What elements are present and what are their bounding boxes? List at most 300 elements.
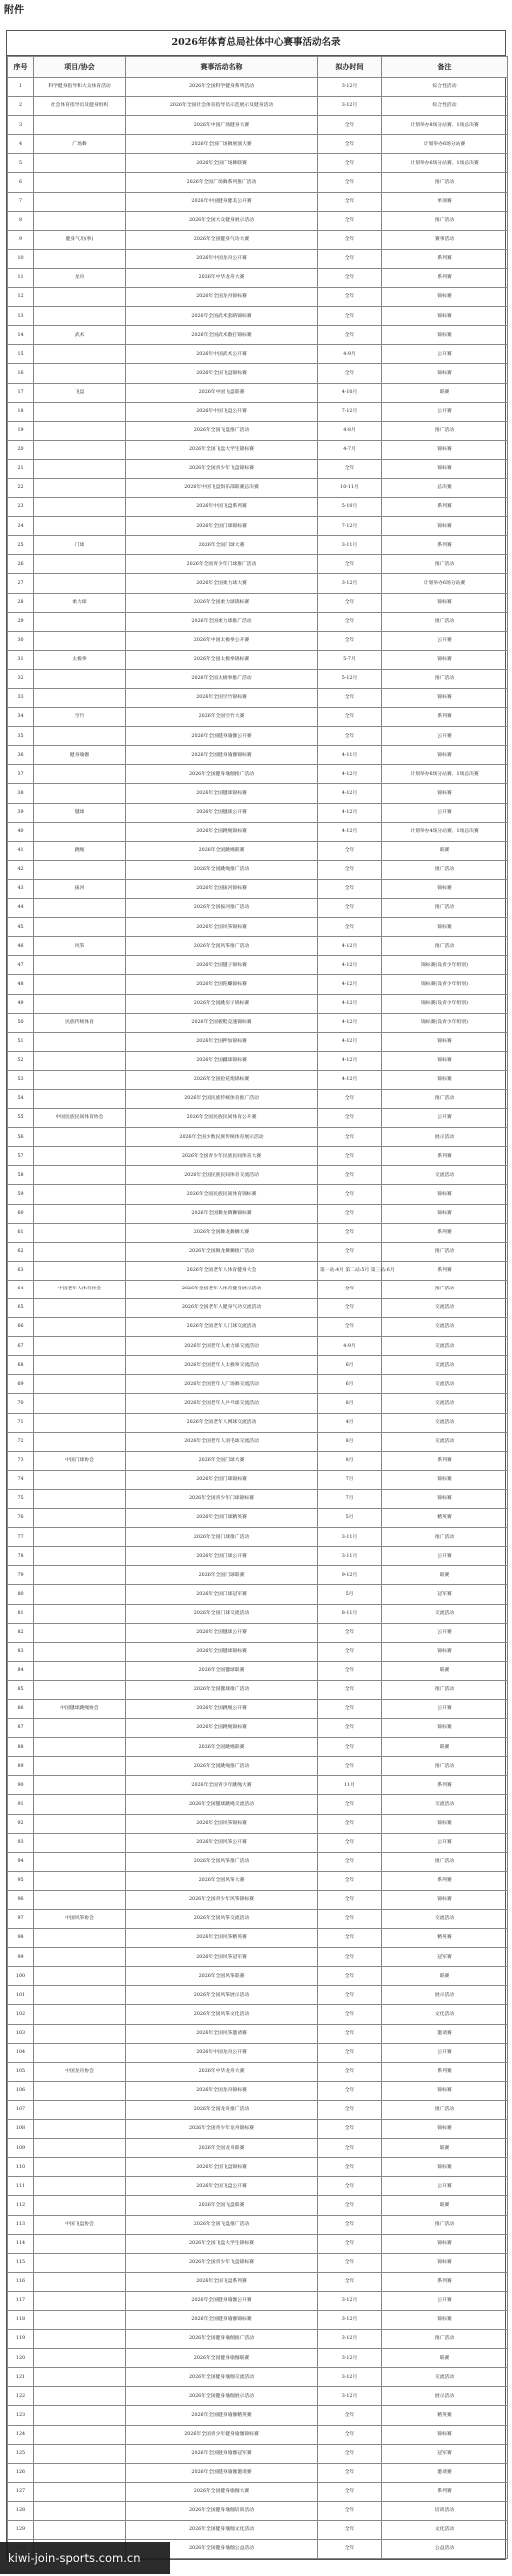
row-project bbox=[34, 1318, 126, 1337]
row-project bbox=[34, 2425, 126, 2444]
row-number: 63 bbox=[8, 1261, 34, 1280]
table-row bbox=[8, 2310, 508, 2329]
row-project bbox=[34, 1299, 126, 1318]
row-time: 4-12月 bbox=[318, 822, 382, 841]
row-number: 84 bbox=[8, 1661, 34, 1680]
table-row bbox=[8, 803, 508, 822]
row-event: 2026年全国飞盘联赛 bbox=[126, 2196, 318, 2215]
row-number: 48 bbox=[8, 975, 34, 994]
row-event: 2026年全国健身瑜伽公益活动 bbox=[126, 2540, 318, 2559]
row-project bbox=[34, 860, 126, 879]
row-number: 45 bbox=[8, 918, 34, 937]
header-note: 备注 bbox=[382, 57, 508, 78]
row-project bbox=[34, 2482, 126, 2501]
table-row bbox=[8, 841, 508, 860]
row-project: 跳绳 bbox=[34, 841, 126, 860]
row-number: 100 bbox=[8, 1967, 34, 1986]
row-number: 94 bbox=[8, 1852, 34, 1871]
row-note: 交流活动 bbox=[382, 1432, 508, 1451]
row-project bbox=[34, 2349, 126, 2368]
row-project bbox=[34, 1986, 126, 2005]
row-event: 2026年全国跳绳锦标赛 bbox=[126, 822, 318, 841]
row-event: 2026年全国飞盘大学生锦标赛 bbox=[126, 440, 318, 459]
table-row bbox=[8, 727, 508, 746]
table-row bbox=[8, 2330, 508, 2349]
row-event: 2026年中国龙舟公开赛 bbox=[126, 2043, 318, 2062]
row-note: 推广活动 bbox=[382, 612, 508, 631]
row-time: 全年 bbox=[318, 154, 382, 173]
row-number: 29 bbox=[8, 612, 34, 631]
row-time: 5-7月 bbox=[318, 650, 382, 669]
row-note: 锦标赛 bbox=[382, 307, 508, 326]
row-project: 空竹 bbox=[34, 708, 126, 727]
row-number: 39 bbox=[8, 803, 34, 822]
row-event: 2026年全国青少年健身瑜伽锦标赛 bbox=[126, 2425, 318, 2444]
row-number: 97 bbox=[8, 1910, 34, 1929]
row-note: 锦标赛(设青少年组别) bbox=[382, 975, 508, 994]
row-event: 2026年全国健身瑜伽联赛 bbox=[126, 2349, 318, 2368]
row-number: 23 bbox=[8, 498, 34, 517]
row-number: 41 bbox=[8, 841, 34, 860]
row-number: 24 bbox=[8, 517, 34, 536]
row-note: 锦标赛(设青少年组别) bbox=[382, 994, 508, 1013]
row-number: 33 bbox=[8, 689, 34, 708]
row-time: 全年 bbox=[318, 2482, 382, 2501]
row-number: 25 bbox=[8, 536, 34, 555]
row-number: 40 bbox=[8, 822, 34, 841]
row-project: 太极拳 bbox=[34, 650, 126, 669]
table-row bbox=[8, 517, 508, 536]
row-project bbox=[34, 1776, 126, 1795]
row-project bbox=[34, 1089, 126, 1108]
row-time: 3-11月 bbox=[318, 1547, 382, 1566]
row-number: 99 bbox=[8, 1948, 34, 1967]
row-note: 锦标赛 bbox=[382, 918, 508, 937]
row-time: 全年 bbox=[318, 1242, 382, 1261]
row-time: 全年 bbox=[318, 326, 382, 345]
row-number: 75 bbox=[8, 1489, 34, 1508]
table-row bbox=[8, 2463, 508, 2482]
header-project: 项目/协会 bbox=[34, 57, 126, 78]
row-project bbox=[34, 1623, 126, 1642]
row-note: 锦标赛 bbox=[382, 1204, 508, 1223]
row-time: 全年 bbox=[318, 249, 382, 268]
table-row bbox=[8, 1776, 508, 1795]
row-time: 全年 bbox=[318, 1128, 382, 1147]
row-project bbox=[34, 899, 126, 918]
row-project: 健身瑜伽 bbox=[34, 746, 126, 765]
row-project: 门球 bbox=[34, 536, 126, 555]
row-number: 129 bbox=[8, 2521, 34, 2540]
row-number: 80 bbox=[8, 1585, 34, 1604]
row-note: 锦标赛 bbox=[382, 288, 508, 307]
row-number: 112 bbox=[8, 2196, 34, 2215]
row-project bbox=[34, 1413, 126, 1432]
row-event: 2026年全国飞盘公开赛 bbox=[126, 2177, 318, 2196]
row-time: 全年 bbox=[318, 268, 382, 287]
row-project bbox=[34, 1185, 126, 1204]
row-time: 全年 bbox=[318, 1661, 382, 1680]
row-project bbox=[34, 2310, 126, 2329]
row-time: 全年 bbox=[318, 364, 382, 383]
row-event: 2026年全国风筝大赛 bbox=[126, 1871, 318, 1890]
row-project bbox=[34, 1489, 126, 1508]
row-event: 2026年中国龙舟公开赛 bbox=[126, 249, 318, 268]
table-row bbox=[8, 1699, 508, 1718]
row-project bbox=[34, 765, 126, 784]
row-project bbox=[34, 2177, 126, 2196]
row-event: 2026年全国飞盘推广活动 bbox=[126, 421, 318, 440]
row-event: 2026年全国健身瑜伽邀请赛 bbox=[126, 2463, 318, 2482]
row-number: 106 bbox=[8, 2081, 34, 2100]
row-time: 全年 bbox=[318, 1680, 382, 1699]
row-note: 锦标赛 bbox=[382, 784, 508, 803]
row-time: 全年 bbox=[318, 1223, 382, 1242]
row-number: 114 bbox=[8, 2234, 34, 2253]
table-row bbox=[8, 1242, 508, 1261]
row-project bbox=[34, 1509, 126, 1528]
table-row bbox=[8, 230, 508, 249]
table-row bbox=[8, 2521, 508, 2540]
row-project bbox=[34, 612, 126, 631]
row-number: 67 bbox=[8, 1337, 34, 1356]
row-event: 2026年全国风筝推广活动 bbox=[126, 937, 318, 956]
row-project: 民族传统体育 bbox=[34, 1013, 126, 1032]
row-note: 精英赛 bbox=[382, 1929, 508, 1948]
row-note: 交流活动 bbox=[382, 1318, 508, 1337]
document-sheet bbox=[6, 30, 506, 2560]
row-time: 8月 bbox=[318, 1451, 382, 1470]
row-event: 2026年全国柔力球大赛 bbox=[126, 574, 318, 593]
row-project bbox=[34, 689, 126, 708]
row-time: 全年 bbox=[318, 2501, 382, 2520]
row-project bbox=[34, 2368, 126, 2387]
row-project bbox=[34, 2406, 126, 2425]
table-row bbox=[8, 326, 508, 345]
row-note: 公开赛 bbox=[382, 402, 508, 421]
row-project bbox=[34, 2501, 126, 2520]
table-row bbox=[8, 478, 508, 497]
row-number: 93 bbox=[8, 1833, 34, 1852]
row-time: 全年 bbox=[318, 1890, 382, 1909]
row-number: 103 bbox=[8, 2024, 34, 2043]
row-event: 2026年全国门球大赛 bbox=[126, 1451, 318, 1470]
row-time: 全年 bbox=[318, 727, 382, 746]
row-note: 公益活动 bbox=[382, 2540, 508, 2559]
row-event: 2026年全国舞龙舞狮大赛 bbox=[126, 1223, 318, 1242]
row-project bbox=[34, 1223, 126, 1242]
row-number: 59 bbox=[8, 1185, 34, 1204]
row-event: 2026年全国青少年飞盘锦标赛 bbox=[126, 459, 318, 478]
table-row bbox=[8, 1051, 508, 1070]
table-row bbox=[8, 2272, 508, 2291]
table-row bbox=[8, 1738, 508, 1757]
table-row bbox=[8, 1986, 508, 2005]
row-number: 104 bbox=[8, 2043, 34, 2062]
row-number: 43 bbox=[8, 879, 34, 898]
row-note: 推广活动 bbox=[382, 421, 508, 440]
row-number: 9 bbox=[8, 230, 34, 249]
row-note: 交流活动 bbox=[382, 1604, 508, 1623]
row-project: 中国门球协会 bbox=[34, 1451, 126, 1470]
row-number: 20 bbox=[8, 440, 34, 459]
row-number: 47 bbox=[8, 956, 34, 975]
row-note: 计划举办8场分站赛、1场总决赛 bbox=[382, 116, 508, 135]
row-project bbox=[34, 288, 126, 307]
row-event: 2026年全国门球交流活动 bbox=[126, 1604, 318, 1623]
row-time: 全年 bbox=[318, 2406, 382, 2425]
row-note: 锦标赛 bbox=[382, 364, 508, 383]
row-project bbox=[34, 2387, 126, 2406]
row-number: 10 bbox=[8, 249, 34, 268]
row-event: 2026年全国门球推广活动 bbox=[126, 1528, 318, 1547]
row-note: 公开赛 bbox=[382, 727, 508, 746]
row-time: 3-12月 bbox=[318, 97, 382, 116]
row-project bbox=[34, 975, 126, 994]
row-time: 全年 bbox=[318, 2100, 382, 2119]
row-number: 121 bbox=[8, 2368, 34, 2387]
table-row bbox=[8, 1280, 508, 1298]
row-note: 邀请赛 bbox=[382, 2024, 508, 2043]
row-number: 38 bbox=[8, 784, 34, 803]
table-row bbox=[8, 1223, 508, 1242]
table-row bbox=[8, 2100, 508, 2119]
row-note: 锦标赛 bbox=[382, 2081, 508, 2100]
row-event: 2026年全国跳绳联赛 bbox=[126, 1738, 318, 1757]
row-note: 锦标赛 bbox=[382, 440, 508, 459]
row-note: 推广活动 bbox=[382, 211, 508, 230]
row-number: 118 bbox=[8, 2310, 34, 2329]
table-row bbox=[8, 2139, 508, 2158]
row-number: 71 bbox=[8, 1413, 34, 1432]
row-time: 4-12月 bbox=[318, 1032, 382, 1051]
row-event: 2026年中华龙舟大赛 bbox=[126, 268, 318, 287]
table-row bbox=[8, 708, 508, 727]
row-time: 全年 bbox=[318, 116, 382, 135]
row-number: 37 bbox=[8, 765, 34, 784]
row-number: 89 bbox=[8, 1757, 34, 1776]
row-note: 锦标赛 bbox=[382, 2425, 508, 2444]
header-time: 拟办时间 bbox=[318, 57, 382, 78]
table-row bbox=[8, 1528, 508, 1547]
row-number: 95 bbox=[8, 1871, 34, 1890]
row-note: 锦标赛 bbox=[382, 593, 508, 612]
row-number: 81 bbox=[8, 1604, 34, 1623]
row-note: 交流活动 bbox=[382, 1356, 508, 1375]
row-note: 文化活动 bbox=[382, 2005, 508, 2024]
row-time: 全年 bbox=[318, 459, 382, 478]
row-time: 4-11月 bbox=[318, 746, 382, 765]
row-time: 7月 bbox=[318, 1470, 382, 1489]
row-event: 2026年中国广场健身大赛 bbox=[126, 116, 318, 135]
table-body bbox=[8, 78, 508, 2559]
row-number: 50 bbox=[8, 1013, 34, 1032]
row-time: 8月 bbox=[318, 1394, 382, 1413]
row-time: 5月 bbox=[318, 1585, 382, 1604]
row-note: 系列赛 bbox=[382, 1776, 508, 1795]
row-event: 2026年全国风筝精英赛 bbox=[126, 1929, 318, 1948]
row-event: 2026年全国风筝联赛 bbox=[126, 1967, 318, 1986]
row-note: 锦标赛 bbox=[382, 1719, 508, 1738]
row-project bbox=[34, 2081, 126, 2100]
row-project bbox=[34, 1814, 126, 1833]
table-row bbox=[8, 1337, 508, 1356]
row-note: 锦标赛 bbox=[382, 746, 508, 765]
table-row bbox=[8, 2349, 508, 2368]
row-time: 全年 bbox=[318, 1967, 382, 1986]
row-event: 2026年全国健身瑜伽公开赛 bbox=[126, 2291, 318, 2310]
row-event: 2026年全国民族民间体育锦标赛 bbox=[126, 1185, 318, 1204]
table-row bbox=[8, 860, 508, 879]
row-note: 计划举办4场分站赛、1场总决赛 bbox=[382, 822, 508, 841]
row-note: 推广活动 bbox=[382, 1280, 508, 1298]
row-event: 2026年全国风筝冠军赛 bbox=[126, 1948, 318, 1967]
row-time: 全年 bbox=[318, 1929, 382, 1948]
row-project bbox=[34, 517, 126, 536]
row-note: 公开赛 bbox=[382, 1623, 508, 1642]
row-time: 4-12月 bbox=[318, 784, 382, 803]
row-project: 风筝 bbox=[34, 937, 126, 956]
row-note: 交流活动 bbox=[382, 1337, 508, 1356]
row-event: 2026年全国柔力球推广活动 bbox=[126, 612, 318, 631]
row-event: 2026年全国青少年龙舟锦标赛 bbox=[126, 2120, 318, 2139]
table-row bbox=[8, 1318, 508, 1337]
row-note: 锦标赛 bbox=[382, 879, 508, 898]
row-note: 推广活动 bbox=[382, 555, 508, 574]
row-project: 飞盘 bbox=[34, 383, 126, 402]
row-event: 2026年全国拔河锦标赛 bbox=[126, 879, 318, 898]
row-number: 90 bbox=[8, 1776, 34, 1795]
row-number: 109 bbox=[8, 2139, 34, 2158]
row-event: 2026年全国门球联赛 bbox=[126, 1566, 318, 1585]
header-no: 序号 bbox=[8, 57, 34, 78]
row-number: 51 bbox=[8, 1032, 34, 1051]
row-time: 全年 bbox=[318, 1986, 382, 2005]
row-note: 系列赛 bbox=[382, 1871, 508, 1890]
row-number: 127 bbox=[8, 2482, 34, 2501]
row-number: 76 bbox=[8, 1509, 34, 1528]
row-event: 2026年全国龙舟锦标赛 bbox=[126, 2081, 318, 2100]
row-event: 2026年全国风筝展示活动 bbox=[126, 1986, 318, 2005]
row-note: 综合性活动 bbox=[382, 97, 508, 116]
row-note: 锦标赛 bbox=[382, 517, 508, 536]
row-event: 2026年全国健身瑜伽公开赛 bbox=[126, 727, 318, 746]
row-project bbox=[34, 2139, 126, 2158]
row-number: 96 bbox=[8, 1890, 34, 1909]
row-number: 79 bbox=[8, 1566, 34, 1585]
row-event: 2026年全国健身瑜伽文化活动 bbox=[126, 2521, 318, 2540]
row-time: 全年 bbox=[318, 1738, 382, 1757]
row-project bbox=[34, 1051, 126, 1070]
row-time: 全年 bbox=[318, 2272, 382, 2291]
row-event: 2026年全国拔河推广活动 bbox=[126, 899, 318, 918]
table-row bbox=[8, 402, 508, 421]
table-row bbox=[8, 1413, 508, 1432]
row-note: 公开赛 bbox=[382, 345, 508, 364]
row-time: 4-8月 bbox=[318, 421, 382, 440]
row-number: 111 bbox=[8, 2177, 34, 2196]
table-row bbox=[8, 574, 508, 593]
row-note: 推广活动 bbox=[382, 173, 508, 192]
row-number: 3 bbox=[8, 116, 34, 135]
row-note: 冠军赛 bbox=[382, 1948, 508, 1967]
row-project bbox=[34, 1967, 126, 1986]
row-note: 公开赛 bbox=[382, 1547, 508, 1566]
row-event: 2026年全国毽球跳绳交流活动 bbox=[126, 1795, 318, 1814]
table-row bbox=[8, 1642, 508, 1661]
row-number: 128 bbox=[8, 2501, 34, 2520]
row-note: 锦标赛 bbox=[382, 2158, 508, 2177]
row-time: 全年 bbox=[318, 2425, 382, 2444]
row-note: 计划举办6场分站赛 bbox=[382, 574, 508, 593]
row-number: 116 bbox=[8, 2272, 34, 2291]
table-row bbox=[8, 135, 508, 154]
table-row bbox=[8, 2291, 508, 2310]
row-number: 52 bbox=[8, 1051, 34, 1070]
row-note: 锦标赛(设青少年组别) bbox=[382, 956, 508, 975]
row-note: 锦标赛 bbox=[382, 1470, 508, 1489]
row-project bbox=[34, 1566, 126, 1585]
row-project bbox=[34, 1948, 126, 1967]
row-number: 123 bbox=[8, 2406, 34, 2425]
row-event: 2026年全国风筝公开赛 bbox=[126, 1833, 318, 1852]
row-note: 交流活动 bbox=[382, 1413, 508, 1432]
row-time: 全年 bbox=[318, 307, 382, 326]
row-event: 2026年全国青少年飞盘锦标赛 bbox=[126, 2253, 318, 2272]
row-project bbox=[34, 1528, 126, 1547]
row-note: 赛事活动 bbox=[382, 230, 508, 249]
row-time: 全年 bbox=[318, 708, 382, 727]
row-project bbox=[34, 2158, 126, 2177]
row-event: 2026年全国老年人门球交流活动 bbox=[126, 1318, 318, 1337]
row-project bbox=[34, 498, 126, 517]
row-note: 推广活动 bbox=[382, 1528, 508, 1547]
row-project bbox=[34, 1470, 126, 1489]
row-time: 全年 bbox=[318, 2215, 382, 2234]
row-note: 计划举办6场分站赛 bbox=[382, 135, 508, 154]
row-project: 中国飞盘协会 bbox=[34, 2215, 126, 2234]
row-project bbox=[34, 1375, 126, 1394]
table-row bbox=[8, 2444, 508, 2463]
row-event: 2026年中国健身健美公开赛 bbox=[126, 192, 318, 211]
row-time: 4-9月 bbox=[318, 345, 382, 364]
row-number: 85 bbox=[8, 1680, 34, 1699]
table-row bbox=[8, 1299, 508, 1318]
row-event: 2026年全国健身瑜伽锦标赛 bbox=[126, 746, 318, 765]
row-project bbox=[34, 2024, 126, 2043]
row-time: 全年 bbox=[318, 1642, 382, 1661]
row-event: 2026年全国少数民族传统体育展示活动 bbox=[126, 1128, 318, 1147]
row-event: 2026年全国武术套路锦标赛 bbox=[126, 307, 318, 326]
row-number: 5 bbox=[8, 154, 34, 173]
row-event: 2026年全国毽球推广活动 bbox=[126, 1680, 318, 1699]
row-number: 64 bbox=[8, 1280, 34, 1298]
row-time: 全年 bbox=[318, 2253, 382, 2272]
table-row bbox=[8, 2196, 508, 2215]
row-project bbox=[34, 1242, 126, 1261]
table-row bbox=[8, 116, 508, 135]
row-time: 3-12月 bbox=[318, 574, 382, 593]
row-time: 4-12月 bbox=[318, 803, 382, 822]
table-row bbox=[8, 2158, 508, 2177]
row-time: 全年 bbox=[318, 2234, 382, 2253]
row-time: 全年 bbox=[318, 1871, 382, 1890]
row-number: 102 bbox=[8, 2005, 34, 2024]
table-row bbox=[8, 173, 508, 192]
row-number: 4 bbox=[8, 135, 34, 154]
table-row bbox=[8, 2024, 508, 2043]
table-row bbox=[8, 1166, 508, 1185]
